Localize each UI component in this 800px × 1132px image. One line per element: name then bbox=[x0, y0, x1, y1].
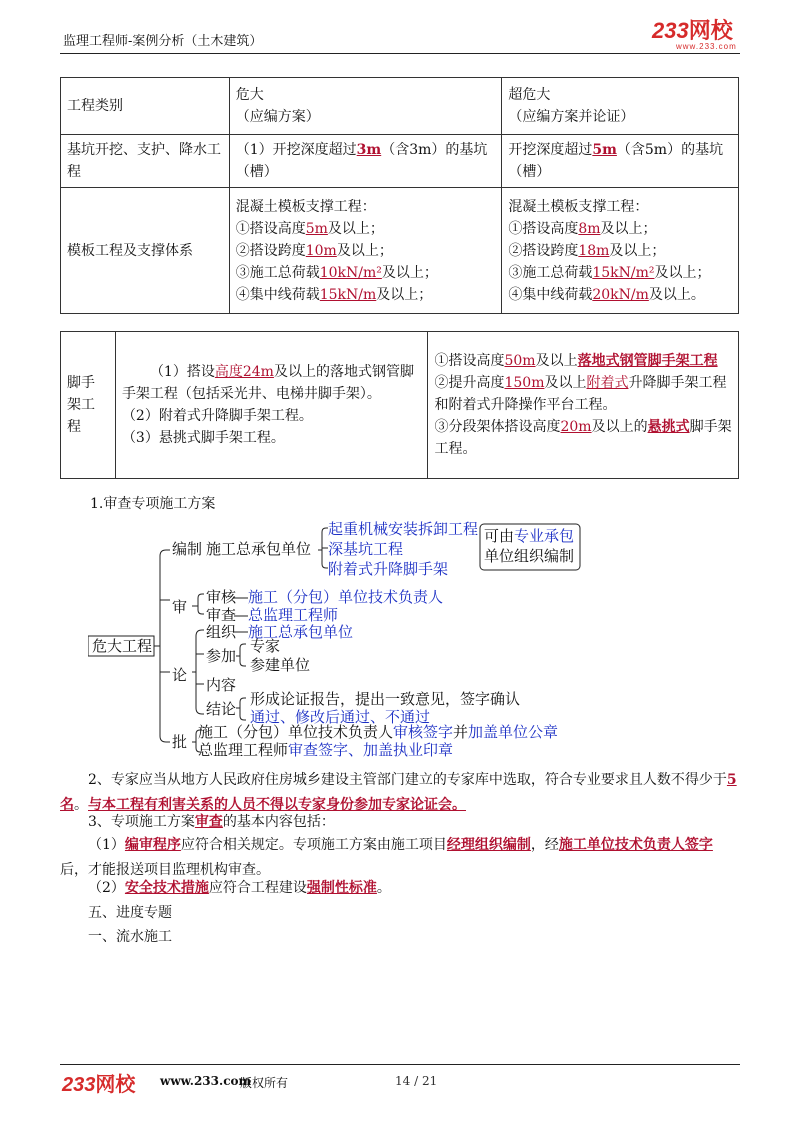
review-process-diagram bbox=[88, 520, 688, 760]
diagram-node: 组织 bbox=[206, 623, 237, 641]
table-row bbox=[61, 188, 739, 314]
diagram-node: 通过、修改后通过、不通过 bbox=[250, 708, 431, 726]
diagram-node: 审查 bbox=[206, 606, 237, 624]
footer-copyright: 版权所有 bbox=[240, 1076, 289, 1090]
footer-logo[interactable]: 233网校 bbox=[62, 1074, 136, 1096]
table-cell: 超危大 （应编方案并论证） bbox=[502, 78, 739, 135]
diagram-node: 参建单位 bbox=[250, 656, 311, 674]
diagram-node: 施工总承包单位 bbox=[248, 623, 354, 641]
table-cell: 危大 （应编方案） bbox=[229, 78, 502, 135]
diagram-node: 审 bbox=[172, 598, 188, 616]
table-cell: 开挖深度超过5m（含5m）的基坑（槽） bbox=[502, 135, 739, 188]
diagram-node: 附着式升降脚手架 bbox=[328, 560, 449, 578]
diagram-node: 施工（分包）单位技术负责人审核签字并加盖单位公章 bbox=[198, 723, 559, 741]
diagram-node: 深基坑工程 bbox=[328, 540, 404, 558]
scaffold-table bbox=[60, 331, 739, 479]
hazard-classification-table bbox=[60, 77, 739, 314]
diagram-node: 结论 bbox=[206, 700, 237, 718]
section-heading: 一、流水施工 bbox=[88, 929, 172, 945]
table-cell: （1）搭设高度24m及以上的落地式钢管脚手架工程（包括采光井、电梯井脚手架）。 （2）附着式升降脚手架工程。 （3）悬挑式脚手架工程。 bbox=[115, 332, 428, 479]
paragraph-safety-measures: （2）安全技术措施应符合工程建设强制性标准。 bbox=[88, 880, 391, 896]
header-title: 监理工程师-案例分析（土木建筑） bbox=[63, 34, 263, 49]
diagram-box-line: 可由专业承包 bbox=[484, 527, 575, 545]
table-row bbox=[61, 332, 739, 479]
brand-logo[interactable]: 233网校 bbox=[652, 18, 733, 43]
footer-url[interactable]: www.233.com bbox=[160, 1074, 252, 1088]
diagram-node: 论 bbox=[172, 666, 188, 684]
table-cell: 脚手架工程 bbox=[61, 332, 116, 479]
paragraph-compile-procedure: （1）编审程序应符合相关规定。专项施工方案由施工项目经理组织编制，经施工单位技术负责人签字后，才能报送项目监理机构审查。 bbox=[60, 837, 713, 878]
diagram-node: 批 bbox=[172, 733, 188, 751]
section-heading: 五、进度专题 bbox=[88, 905, 172, 921]
footer-divider bbox=[60, 1064, 740, 1065]
diagram-node: 参加 bbox=[206, 647, 237, 665]
table-cell: ①搭设高度50m及以上落地式钢管脚手架工程 ②提升高度150m及以上附着式升降脚手架工程和附着式升降操作平台工程。 ③分段架体搭设高度20m及以上的悬挑式脚手架工程。 bbox=[428, 332, 739, 479]
diagram-root: 危大工程 bbox=[92, 637, 153, 655]
table-cell: 基坑开挖、支护、降水工程 bbox=[61, 135, 230, 188]
section-heading: 1.审查专项施工方案 bbox=[90, 496, 216, 512]
table-cell: 混凝土模板支撑工程： ①搭设高度5m及以上； ②搭设跨度10m及以上； ③施工总荷载10kN/m²及以上； ④集中线荷载15kN/m及以上； bbox=[229, 188, 502, 314]
diagram-node: 专家 bbox=[250, 637, 281, 655]
diagram-node: 总监理工程师审查签字、加盖执业印章 bbox=[198, 741, 454, 759]
diagram-node: 施工（分包）单位技术负责人 bbox=[248, 588, 444, 606]
diagram-node: 内容 bbox=[206, 676, 237, 694]
paragraph-experts: 2、专家应当从地方人民政府住房城乡建设主管部门建立的专家库中选取，符合专业要求且人数不得少于5名。与本工程有利害关系的人员不得以专家身份参加专家论证会。 bbox=[60, 772, 737, 813]
page-number: 14 / 21 bbox=[395, 1074, 438, 1088]
diagram-node: 形成论证报告，提出一致意见，签字确认 bbox=[250, 690, 521, 708]
brand-logo-subtitle: www.233.com bbox=[676, 42, 737, 51]
diagram-box-line: 单位组织编制 bbox=[484, 547, 575, 565]
table-cell: （1）开挖深度超过3m（含3m）的基坑（槽） bbox=[229, 135, 502, 188]
diagram-node: 总监理工程师 bbox=[248, 606, 339, 624]
diagram-node: 起重机械安装拆卸工程 bbox=[328, 520, 479, 538]
diagram-node: 审核 bbox=[206, 588, 237, 606]
paragraph-review-content: 3、专项施工方案审查的基本内容包括： bbox=[88, 814, 335, 830]
table-row bbox=[61, 135, 739, 188]
diagram-node: 施工总承包单位 bbox=[206, 540, 312, 558]
table-cell: 工程类别 bbox=[61, 78, 230, 135]
table-cell: 模板工程及支撑体系 bbox=[61, 188, 230, 314]
diagram-node: 编制 bbox=[172, 540, 203, 558]
table-cell: 混凝土模板支撑工程： ①搭设高度8m及以上； ②搭设跨度18m及以上； ③施工总荷载15kN/m²及以上； ④集中线荷载20kN/m及以上。 bbox=[502, 188, 739, 314]
table-row bbox=[61, 78, 739, 135]
header-divider bbox=[60, 53, 740, 54]
